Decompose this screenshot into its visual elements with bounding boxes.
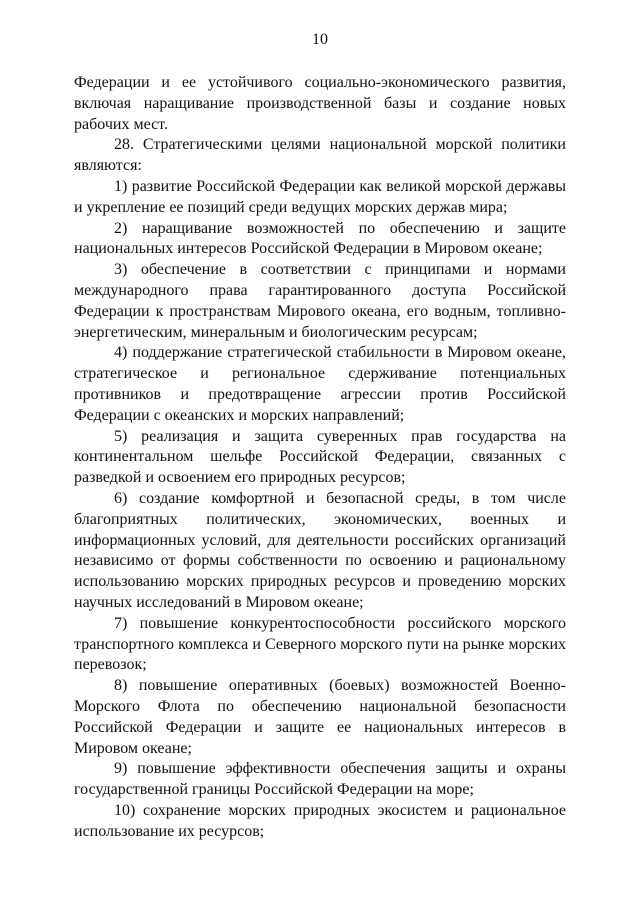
list-item-8: 8) повышение оперативных (боевых) возможностей Военно-Морского Флота по обеспечению национальной безопасности Российской Федерации и защите ее национальных интересов в Мировом океане; [74, 677, 566, 757]
list-item-6: 6) создание комфортной и безопасной среды, в том числе благоприятных политических, экономических, военных и информационных условий, для деятельности российских организаций независимо от формы собственности по освоению и рациональному использованию морских природных ресурсов и проведению морских научных исследований в Мировом океане; [74, 489, 566, 611]
list-item-5: 5) реализация и защита суверенных прав государства на континентальном шельфе Российской Федерации, связанных с разведкой и освоением его природных ресурсов; [74, 427, 566, 487]
list-item-2: 2) наращивание возможностей по обеспечению и защите национальных интересов Российской Федерации в Мировом океане; [74, 219, 566, 258]
list-item-4: 4) поддержание стратегической стабильности в Мировом океане, стратегическое и региональное сдерживание потенциальных противников и предотвращение агрессии против Российской Федерации с океанских и морских направлений; [74, 344, 566, 424]
paragraph-item-28: 28. Стратегическими целями национальной морской политики являются: [74, 136, 566, 175]
list-item-1: 1) развитие Российской Федерации как великой морской державы и укрепление ее позиций среди ведущих морских держав мира; [74, 177, 566, 216]
document-body [74, 73, 566, 842]
list-item-3: 3) обеспечение в соответствии с принципами и нормами международного права гарантированного доступа Российской Федерации к пространствам Мирового океана, его водным, топливно-энергетическим, минеральным и биологическим ресурсам; [74, 261, 566, 341]
paragraph-continuation: Федерации и ее устойчивого социально-экономического развития, включая наращивание производственной базы и создание новых рабочих мест. [74, 74, 566, 133]
list-item-7: 7) повышение конкурентоспособности российского морского транспортного комплекса и Северного морского пути на рынке морских перевозок; [74, 614, 566, 674]
list-item-9: 9) повышение эффективности обеспечения защиты и охраны государственной границы Российской Федерации на море; [74, 760, 566, 799]
list-item-10: 10) сохранение морских природных экосистем и рациональное использование их ресурсов; [74, 801, 566, 840]
page-number: 10 [312, 31, 328, 48]
